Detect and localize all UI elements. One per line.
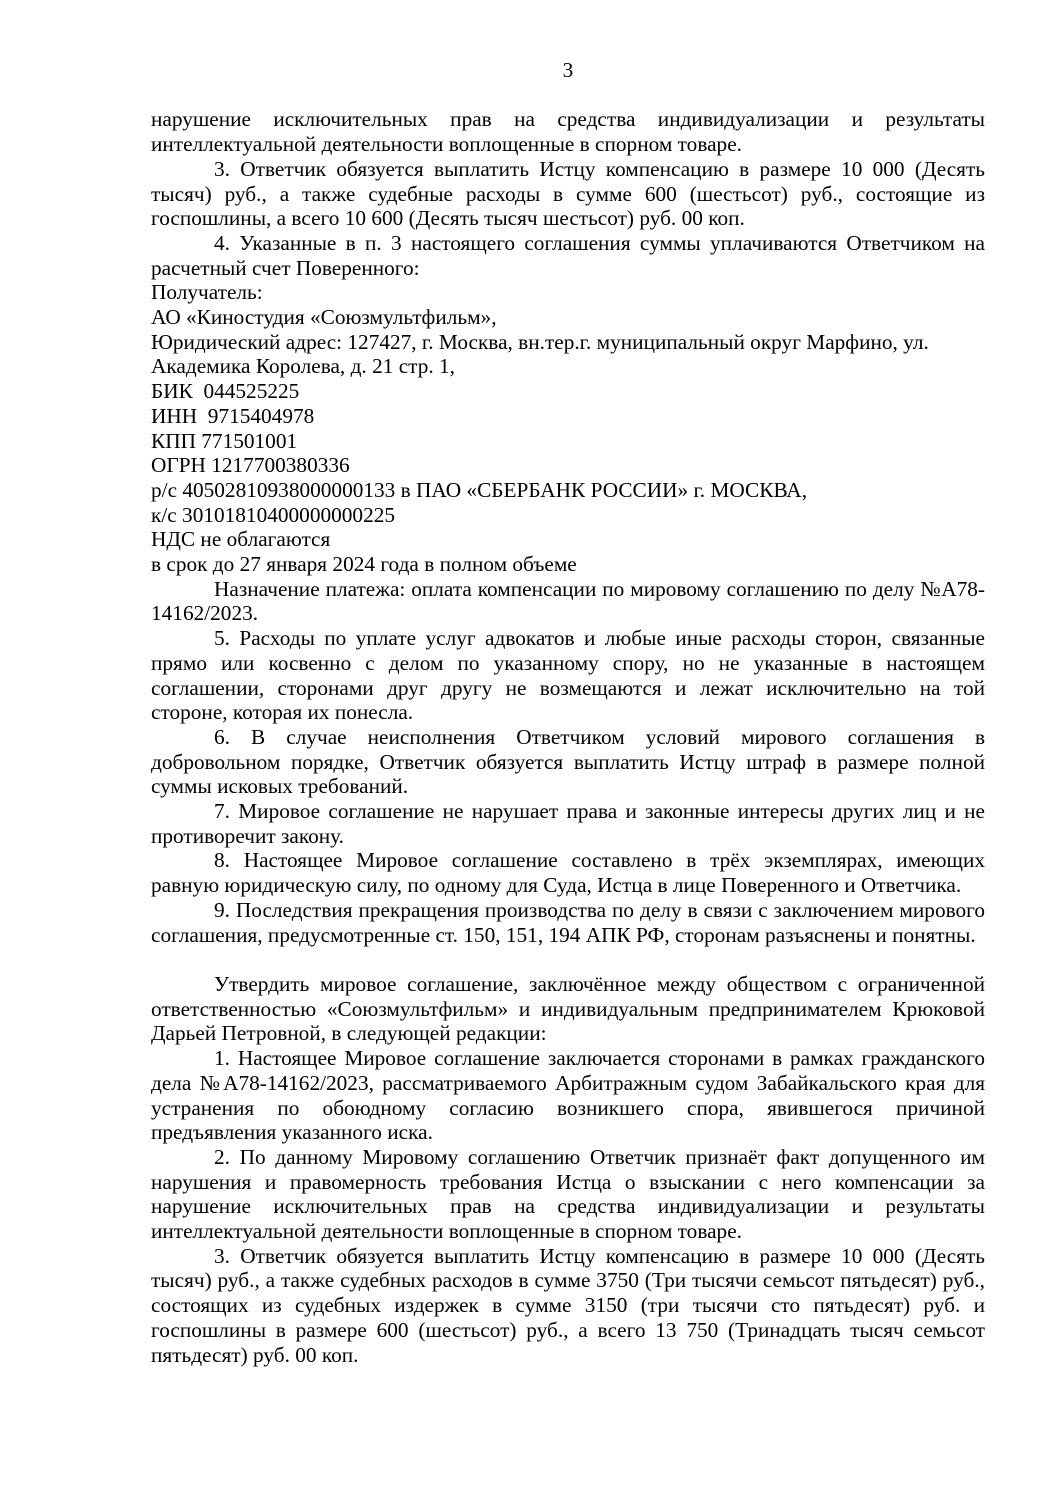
paragraph: Утвердить мировое соглашение, заключённое между обществом с ограниченной ответственностью «Союзмультфильм» и индивидуальным предпринимателем Крюковой Дарьей Петровной, в следующей редакции:	[151, 971, 985, 1046]
document-body	[151, 107, 985, 1367]
detail-line: Юридический адрес: 127427, г. Москва, вн.тер.г. муниципальный округ Марфино, ул. Академика Королева, д. 21 стр. 1,	[151, 329, 935, 379]
paragraph: 1. Настоящее Мировое соглашение заключается сторонами в рамках гражданского дела №А78-14162/2023, рассматриваемого Арбитражным судом Забайкальского края для устранения по обоюдному согласию возникшего спора, явившегося причиной предъявления указанного иска.	[151, 1046, 985, 1145]
paragraph: 8. Настоящее Мировое соглашение составлено в трёх экземплярах, имеющих равную юридическую силу, по одному для Суда, Истца в лице Поверенного и Ответчика.	[151, 848, 985, 898]
paragraph: 7. Мировое соглашение не нарушает права и законные интересы других лиц и не противоречит закону.	[151, 799, 985, 848]
detail-line: НДС не облагаются	[151, 527, 331, 552]
paragraph: 3. Ответчик обязуется выплатить Истцу компенсацию в размере 10 000 (Десять тысяч) руб., а также судебных расходов в сумме 3750 (Три тысячи семьсот пятьдесят) руб., состоящих из судебных издержек в сумме 3150 (три тысячи сто пятьдесят) руб. и госпошлины в размере 600 (шестьсот) руб., а всего 13 750 (Тринадцать тысяч семьсот пятьдесят) руб. 00 коп.	[151, 1243, 985, 1367]
detail-line: БИК 044525225	[151, 379, 300, 404]
detail-line: ОГРН 1217700380336	[151, 453, 350, 478]
paragraph: 3. Ответчик обязуется выплатить Истцу компенсацию в размере 10 000 (Десять тысяч) руб., а также судебные расходы в сумме 600 (шестьсот) руб., состоящие из госпошлины, а всего 10 600 (Десять тысяч шестьсот) руб. 00 коп.	[151, 156, 985, 231]
detail-line: в срок до 27 января 2024 года в полном объеме	[151, 552, 577, 577]
paragraph: Назначение платежа: оплата компенсации по мировому соглашению по делу №А78-14162/2023.	[151, 576, 985, 626]
paragraph: 4. Указанные в п. 3 настоящего соглашения суммы уплачиваются Ответчиком на расчетный счет Поверенного:	[151, 230, 985, 280]
detail-line: ИНН 9715404978	[151, 403, 315, 428]
paragraph: 9. Последствия прекращения производства по делу в связи с заключением мирового соглашения, предусмотренные ст. 150, 151, 194 АПК РФ, сторонам разъяснены и понятны.	[151, 897, 985, 947]
detail-line: р/с 40502810938000000133 в ПАО «СБЕРБАНК РОССИИ» г. МОСКВА,	[151, 477, 808, 502]
page-number: 3	[562, 58, 574, 82]
detail-line: Получатель:	[151, 280, 263, 305]
blank-line	[151, 947, 985, 972]
detail-line: КПП 771501001	[151, 428, 298, 453]
paragraph: 2. По данному Мировому соглашению Ответчик признаёт факт допущенного им нарушения и правомерность требования Истца о взыскании с него компенсации за нарушение исключительных прав на средства индивидуализации и результаты интеллектуальной деятельности воплощенные в спорном товаре.	[151, 1144, 985, 1244]
detail-line: АО «Киностудия «Союзмультфильм»,	[151, 305, 497, 330]
paragraph: нарушение исключительных прав на средства индивидуализации и результаты интеллектуальной деятельности воплощенные в спорном товаре.	[151, 107, 985, 157]
detail-line: к/с 30101810400000000225	[151, 502, 396, 527]
paragraph: 6. В случае неисполнения Ответчиком условий мирового соглашения в добровольном порядке, Ответчик обязуется выплатить Истцу штраф в размере полной суммы исковых требований.	[151, 724, 985, 799]
paragraph: 5. Расходы по уплате услуг адвокатов и любые иные расходы сторон, связанные прямо или косвенно с делом по указанному спору, но не указанные в настоящем соглашении, сторонами друг другу не возмещаются и лежат исключительно на той стороне, которая их понесла.	[151, 626, 985, 725]
